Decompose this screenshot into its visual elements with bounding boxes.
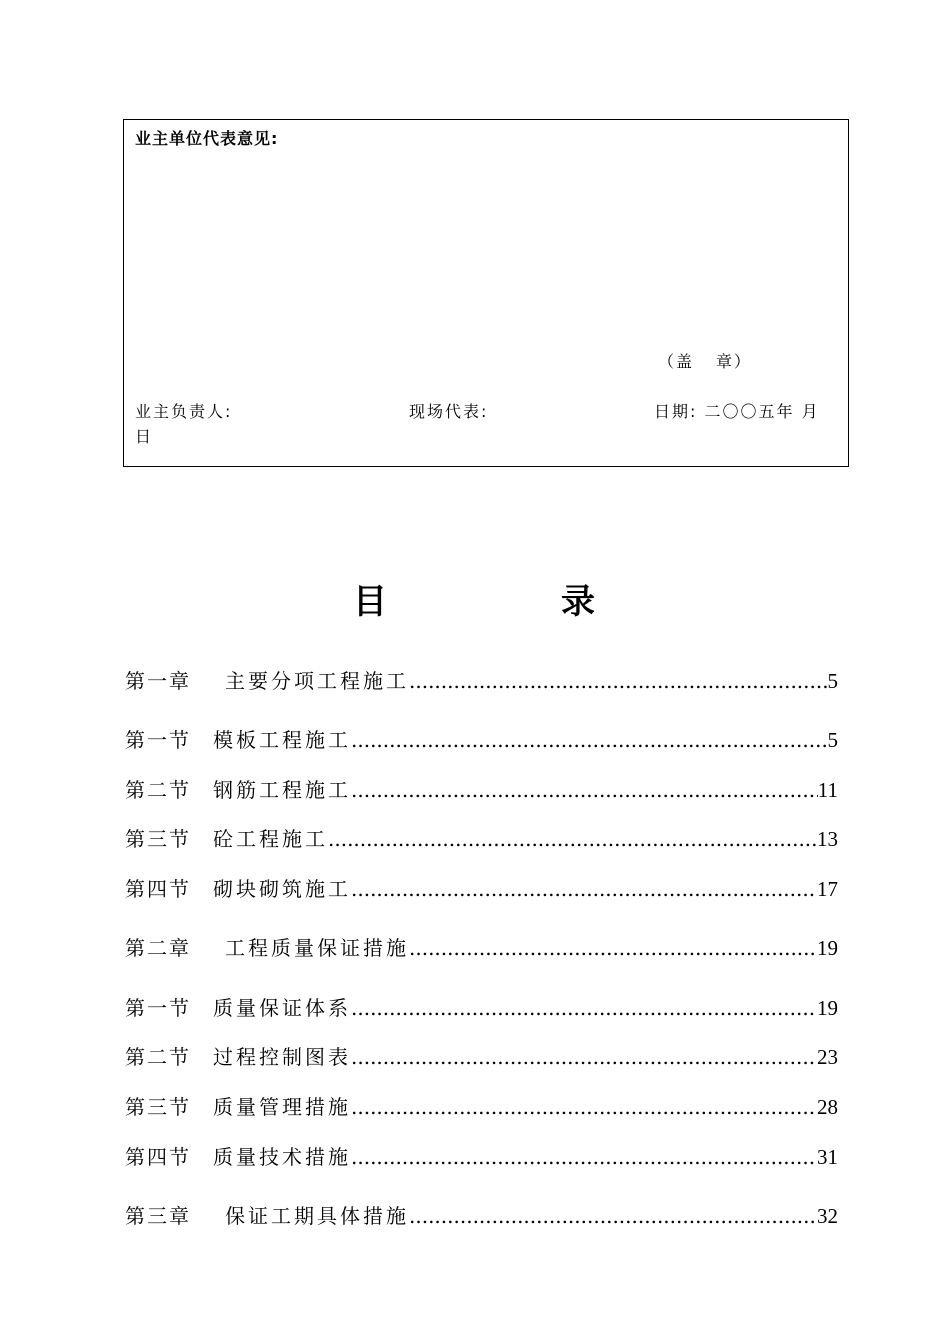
- toc-entry[interactable]: [125, 823, 838, 853]
- toc-entry-page: 19: [817, 936, 838, 960]
- owner-responsible-label: 业主负责人:: [135, 402, 233, 421]
- toc-entry-label: 第一章: [125, 669, 191, 693]
- toc-entry-page: 17: [817, 877, 838, 901]
- toc-leader-dots: [351, 877, 817, 901]
- toc-leader-dots: [409, 669, 828, 693]
- toc-entry-name: 工程质量保证措施: [225, 936, 409, 960]
- toc-entry[interactable]: [125, 1200, 838, 1230]
- toc-entry-page: 23: [817, 1045, 838, 1069]
- toc-entry[interactable]: [125, 665, 838, 695]
- toc-entry[interactable]: [125, 1141, 838, 1171]
- toc-entry[interactable]: [125, 1041, 838, 1071]
- toc-entry-name: 模板工程施工: [213, 728, 351, 752]
- toc-entry-page: 32: [817, 1204, 838, 1228]
- toc-entry[interactable]: [125, 932, 838, 962]
- toc-entry-name: 质量管理措施: [213, 1095, 351, 1119]
- toc-entry[interactable]: [125, 873, 838, 903]
- toc-entry-label: 第三节: [125, 1095, 191, 1119]
- toc-entry-label: 第二节: [125, 1045, 191, 1069]
- toc-entry[interactable]: [125, 992, 838, 1022]
- toc-leader-dots: [351, 778, 818, 802]
- toc-leader-dots: [409, 936, 817, 960]
- day-label: 日: [135, 427, 154, 446]
- toc-leader-dots: [351, 1095, 817, 1119]
- toc-entry-name: 钢筋工程施工: [213, 778, 351, 802]
- toc-entry[interactable]: [125, 774, 838, 804]
- toc-entry-page: 28: [817, 1095, 838, 1119]
- toc-entry-name: 过程控制图表: [213, 1045, 351, 1069]
- toc-entry-label: 第一节: [125, 996, 191, 1020]
- toc-title-char-2: 录: [561, 582, 595, 622]
- toc-leader-dots: [351, 996, 817, 1020]
- toc-leader-dots: [328, 827, 817, 851]
- toc-leader-dots: [351, 1045, 817, 1069]
- seal-open: （盖: [658, 352, 695, 371]
- toc-title-char-1: 目: [353, 582, 387, 622]
- toc-entry-label: 第四节: [125, 877, 191, 901]
- toc-entry-label: 第三节: [125, 827, 191, 851]
- toc-entry-page: 19: [817, 996, 838, 1020]
- toc-leader-dots: [351, 728, 828, 752]
- owner-opinion-heading: 业主单位代表意见:: [135, 129, 279, 148]
- toc-entry-name: 质量技术措施: [213, 1145, 351, 1169]
- toc-entry-page: 31: [817, 1145, 838, 1169]
- toc-entry[interactable]: [125, 724, 838, 754]
- toc-entry-label: 第一节: [125, 728, 191, 752]
- toc-entry-name: 主要分项工程施工: [225, 669, 409, 693]
- toc-entry[interactable]: [125, 1091, 838, 1121]
- toc-entry-name: 质量保证体系: [213, 996, 351, 1020]
- toc-entry-page: 5: [827, 669, 838, 693]
- toc-entry-name: 砼工程施工: [213, 827, 328, 851]
- toc-entry-name: 砌块砌筑施工: [213, 877, 351, 901]
- toc-entry-label: 第二节: [125, 778, 191, 802]
- toc-leader-dots: [409, 1204, 817, 1228]
- toc-leader-dots: [351, 1145, 817, 1169]
- site-representative-label: 现场代表:: [409, 402, 489, 421]
- toc-entry-page: 13: [817, 827, 838, 851]
- toc-entry-label: 第四节: [125, 1145, 191, 1169]
- seal-close: 章）: [716, 352, 753, 371]
- date-label: 日期: 二〇〇五年 月: [654, 402, 820, 421]
- toc-entry-label: 第二章: [125, 936, 191, 960]
- toc-entry-page: 5: [827, 728, 838, 752]
- table-of-contents: [125, 0, 838, 1344]
- toc-entry-page: 11: [817, 778, 838, 802]
- toc-entry-name: 保证工期具体措施: [225, 1204, 409, 1228]
- toc-entry-label: 第三章: [125, 1204, 191, 1228]
